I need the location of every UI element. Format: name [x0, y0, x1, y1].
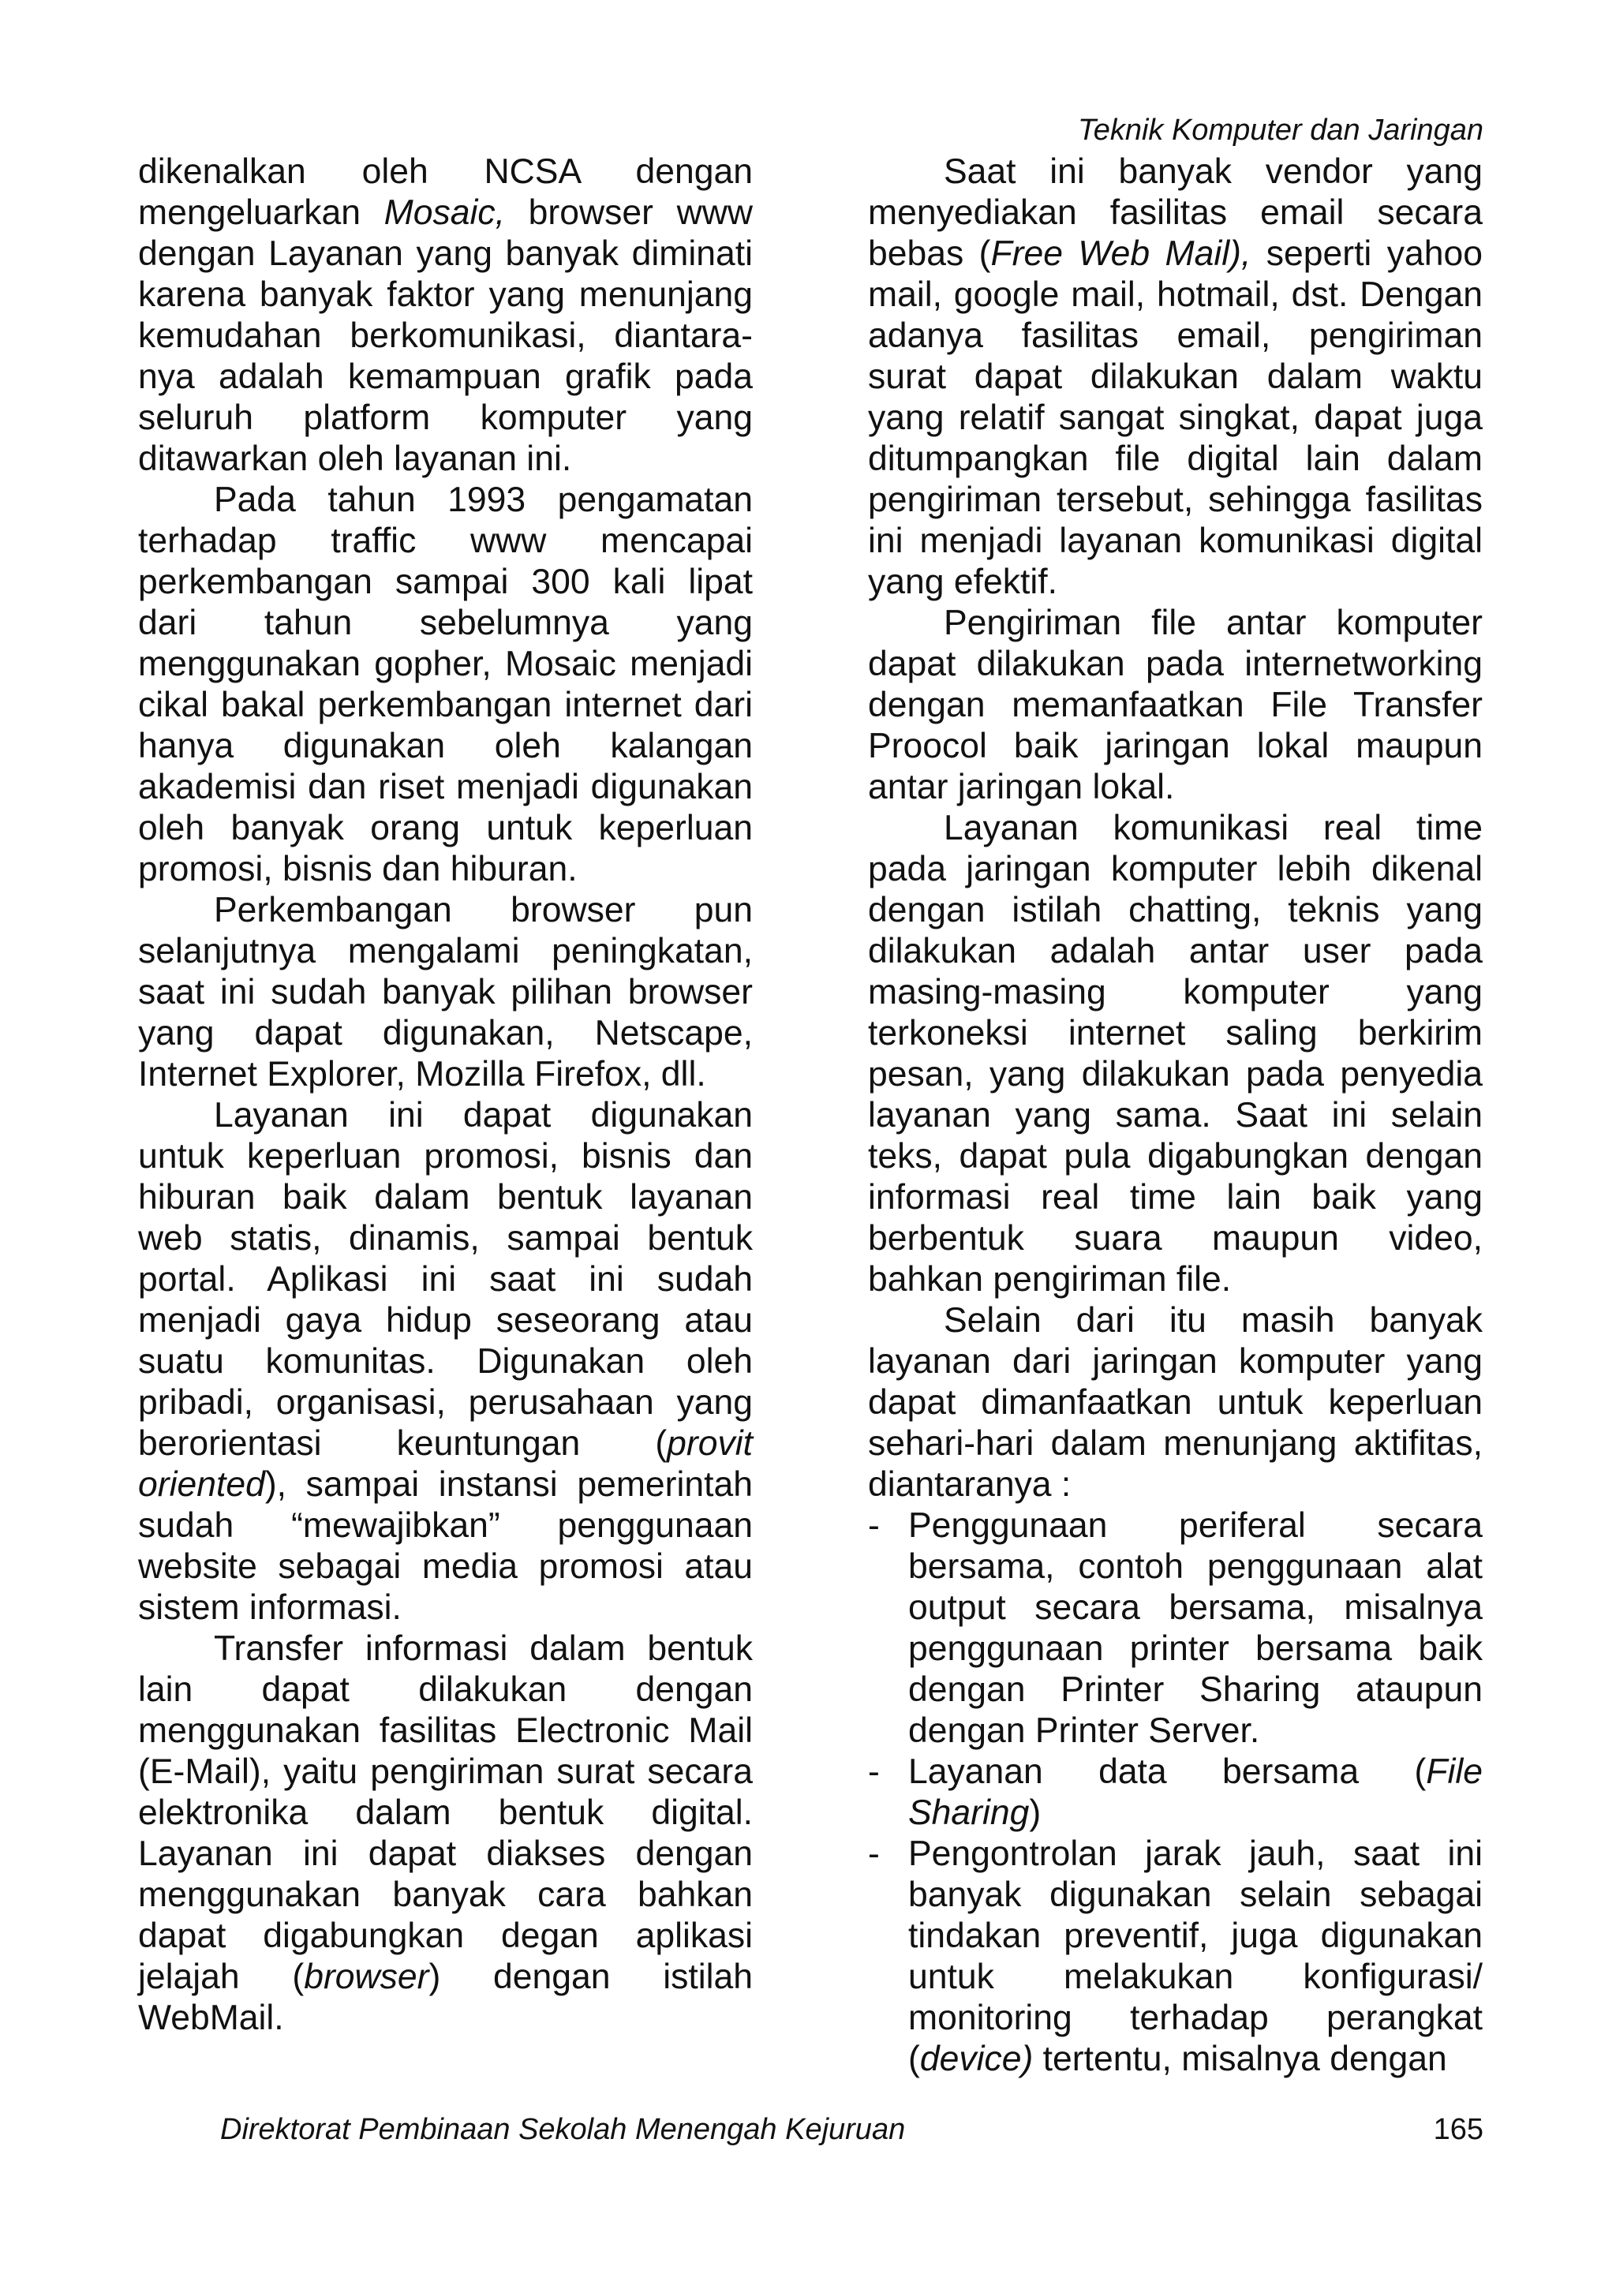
text: tertentu, misalnya dengan: [1033, 2040, 1447, 2078]
text: browser www dengan Layanan yang banyak diminati karena banyak faktor yang menunjang kemudahan berkomunikasi, diantara-nya adalah kemampuan grafik pada seluruh platform komputer yang ditawarkan oleh layanan ini.: [138, 193, 753, 478]
text: Penggunaan periferal secara bersama, contoh penggunaan alat output secara bersama, misalnya penggunaan printer bersama baik dengan Printer Sharing ataupun dengan Printer Server.: [908, 1506, 1483, 1750]
text: Transfer informasi dalam bentuk lain dapat dilakukan dengan menggunakan fasilitas Electronic Mail (E-Mail), yaitu pengiriman surat secara elektronika dalam bentuk digital. Layanan ini dapat diakses dengan menggunakan banyak cara bahkan dapat digabungkan degan aplikasi jelajah (: [138, 1629, 753, 1996]
text: ): [1029, 1793, 1042, 1832]
running-header: Teknik Komputer dan Jaringan: [1077, 114, 1483, 147]
paragraph: Selain dari itu masih banyak layanan dari jaringan komputer yang dapat dimanfaatkan untuk keperluan sehari-hari dalam menunjang aktifitas, diantaranya :: [868, 1301, 1483, 1504]
bullet-marker: -: [868, 1834, 880, 1873]
paragraph: Layanan komunikasi real time pada jaringan komputer lebih dikenal dengan istilah chatting, teknis yang dilakukan adalah antar user pada masing-masing komputer yang terkoneksi internet saling berkirim pesan, yang dilakukan pada penyedia layanan yang sama. Saat ini selain teks, dapat pula digabungkan dengan informasi real time lain baik yang berbentuk suara maupun video, bahkan pengiriman file.: [868, 809, 1483, 1299]
list-item: [868, 1834, 1483, 2080]
paragraph: [868, 151, 1483, 603]
page-number: 165: [1433, 2113, 1483, 2146]
text: Layanan data bersama (: [908, 1752, 1427, 1791]
bullet-list: [868, 1505, 1483, 2080]
bullet-marker: -: [868, 1752, 880, 1791]
text: dikenalkan oleh NCSA dengan mengeluarkan: [138, 152, 753, 232]
paragraph: Perkembangan browser pun selanjutnya mengalami peningkatan, saat ini sudah banyak pilihan browser yang dapat digunakan, Netscape, Internet Explorer, Mozilla Firefox, dll.: [138, 891, 753, 1094]
paragraph: [138, 1629, 753, 2039]
list-item: [868, 1505, 1483, 1752]
italic-text: File Sharing: [908, 1752, 1483, 1832]
left-column: [138, 151, 753, 2039]
paragraph: Pada tahun 1993 pengamatan terhadap traffic www mencapai perkembangan sampai 300 kali lipat dari tahun sebelumnya yang menggunakan gopher, Mosaic menjadi cikal bakal perkembangan internet dari hanya digunakan oleh kalangan akademisi dan riset menjadi digunakan oleh banyak orang untuk keperluan promosi, bisnis dan hiburan.: [138, 481, 753, 888]
italic-text: device): [919, 2040, 1034, 2078]
list-item: [868, 1752, 1483, 1834]
paragraph: Pengiriman file antar komputer dapat dilakukan pada internetworking dengan memanfaatkan File Transfer Proocol baik jaringan lokal maupun antar jaringan lokal.: [868, 604, 1483, 806]
running-footer: Direktorat Pembinaan Sekolah Menengah Kejuruan: [220, 2113, 906, 2146]
text: Layanan ini dapat digunakan untuk keperluan promosi, bisnis dan hiburan baik dalam bentuk layanan web statis, dinamis, sampai bentuk portal. Aplikasi ini saat ini sudah menjadi gaya hidup seseorang atau suatu komunitas. Digunakan oleh pribadi, organisasi, perusahaan yang berorientasi keuntungan (: [138, 1096, 753, 1463]
italic-text: browser: [304, 1958, 429, 1996]
right-column: [868, 151, 1483, 2080]
italic-text: provit oriented: [138, 1424, 753, 1504]
text: Saat ini banyak vendor yang menyediakan fasilitas email secara bebas (: [868, 152, 1483, 273]
text: ) dengan istilah WebMail.: [138, 1958, 754, 2037]
italic-text: Free Web Mail),: [990, 234, 1251, 273]
text: ), sampai instansi pemerintah sudah “mewajibkan” penggunaan website sebagai media promosi atau sistem informasi.: [138, 1465, 753, 1627]
paragraph: [138, 151, 753, 480]
paragraph: [138, 1095, 753, 1629]
text: Pengontrolan jarak jauh, saat ini banyak digunakan selain sebagai tindakan preventif, juga digunakan untuk melakukan konfigurasi/ monitoring terhadap perangkat (: [908, 1834, 1483, 2078]
text: seperti yahoo mail, google mail, hotmail, dst. Dengan adanya fasilitas email, pengiriman surat dapat dilakukan dalam waktu yang relatif sangat singkat, dapat juga ditumpangkan file digital lain dalam pengiriman tersebut, sehingga fasilitas ini menjadi layanan komunikasi digital yang efektif.: [868, 234, 1483, 601]
bullet-marker: -: [868, 1506, 880, 1545]
italic-text: Mosaic,: [383, 193, 505, 232]
